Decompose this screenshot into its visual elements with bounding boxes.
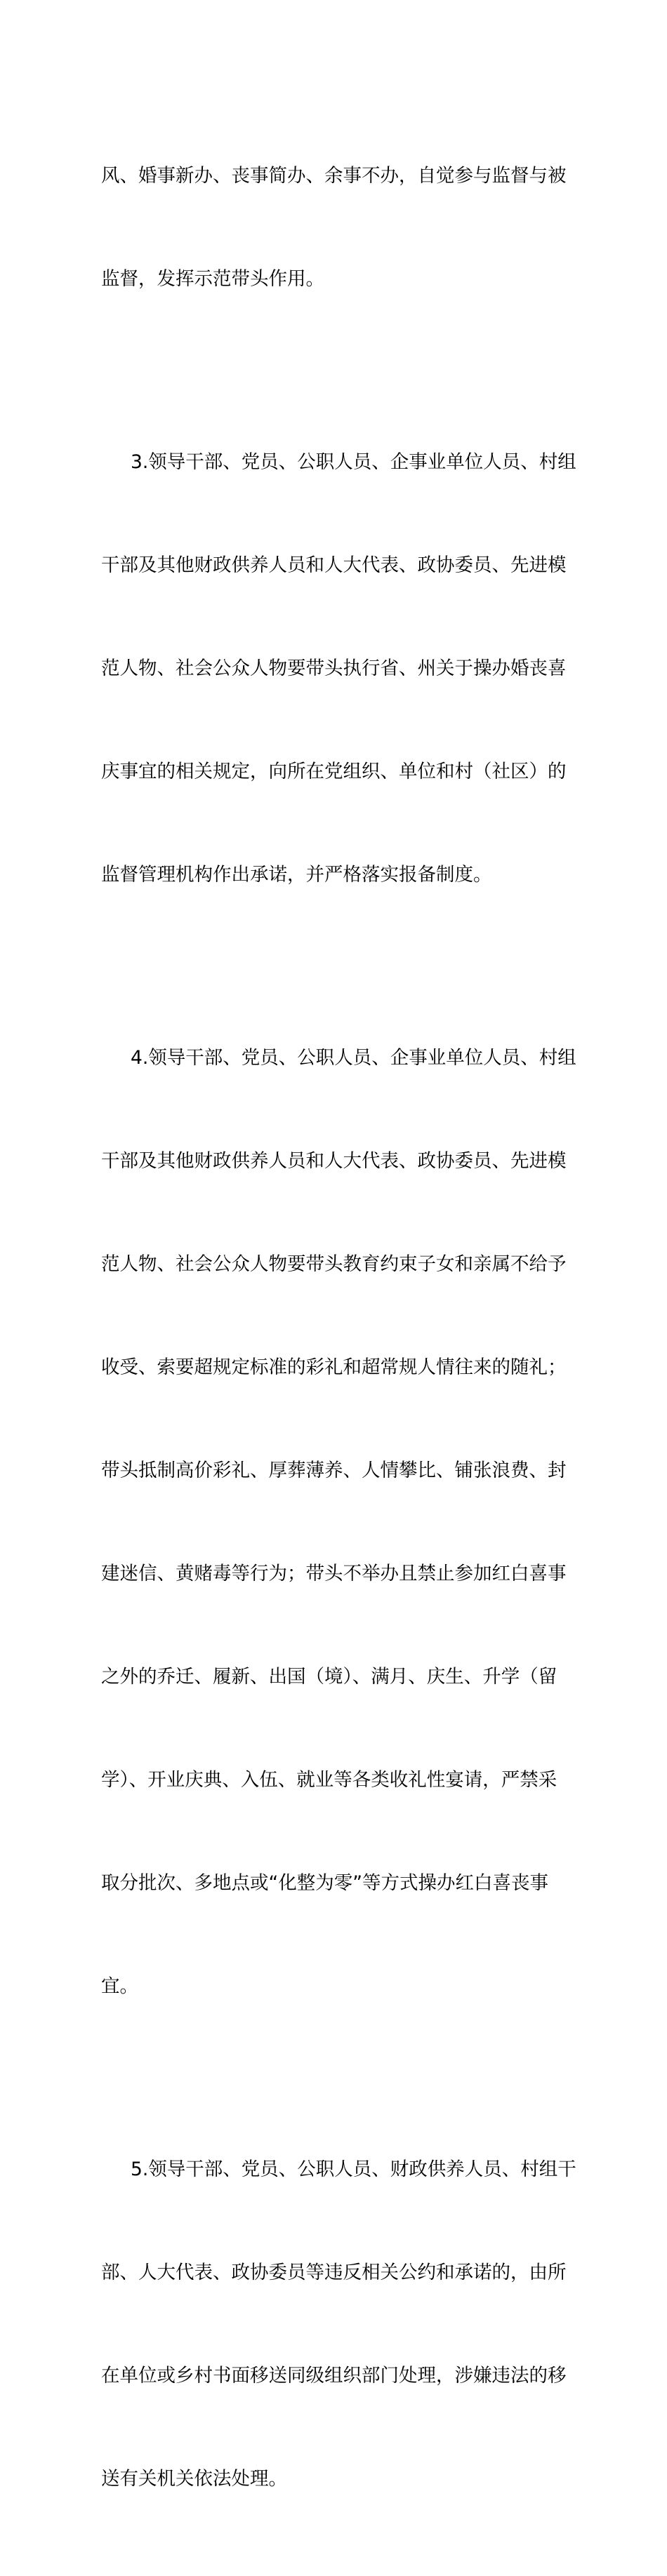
text-line: 范人物、社会公众人物要带头教育约束子女和亲属不给予	[101, 1253, 567, 1275]
paragraph-item-5	[101, 2083, 576, 2565]
text-line: 5.领导干部、党员、公职人员、财政供养人员、村组干	[131, 2158, 576, 2180]
text-line: 宜。	[101, 1975, 138, 1997]
text-line: 范人物、社会公众人物要带头执行省、州关于操办婚丧喜	[101, 658, 567, 679]
text-line: 干部及其他财政供养人员和人大代表、政协委员、先进模	[101, 1150, 567, 1172]
text-line: 收受、索要超规定标准的彩礼和超常规人情往来的随礼；	[101, 1356, 567, 1378]
paragraph-item-4	[101, 972, 576, 2072]
paragraph-item-3	[101, 376, 576, 961]
text-line: 送有关机关依法处理。	[101, 2468, 287, 2490]
document-body	[101, 90, 576, 2576]
text-line: 风、婚事新办、丧事简办、余事不办，自觉参与监督与被	[101, 165, 567, 187]
text-line: 庆事宜的相关规定，向所在党组织、单位和村（社区）的	[101, 761, 567, 782]
text-line: 取分批次、多地点或“化整为零”等方式操办红白喜丧事	[101, 1872, 548, 1894]
text-line: 在单位或乡村书面移送同级组织部门处理，涉嫌违法的移	[101, 2365, 567, 2387]
text-line: 之外的乔迁、履新、出国（境）、满月、庆生、升学（留	[101, 1666, 557, 1688]
text-line: 4.领导干部、党员、公职人员、企事业单位人员、村组	[131, 1047, 576, 1069]
text-line: 部、人大代表、政协委员等违反相关公约和承诺的，由所	[101, 2262, 567, 2283]
paragraph-continuation	[101, 90, 569, 365]
text-line: 带头抵制高价彩礼、厚葬薄养、人情攀比、铺张浪费、封	[101, 1460, 567, 1481]
text-line: 3.领导干部、党员、公职人员、企事业单位人员、村组	[131, 451, 576, 473]
text-line: 监督，发挥示范带头作用。	[101, 268, 324, 290]
text-line: 建迷信、黄赌毒等行为；带头不举办且禁止参加红白喜事	[101, 1563, 567, 1584]
text-line: 干部及其他财政供养人员和人大代表、政协委员、先进模	[101, 554, 567, 576]
text-line: 监督管理机构作出承诺，并严格落实报备制度。	[101, 864, 492, 886]
text-line: 学）、开业庆典、入伍、就业等各类收礼性宴请，严禁采	[101, 1769, 557, 1791]
